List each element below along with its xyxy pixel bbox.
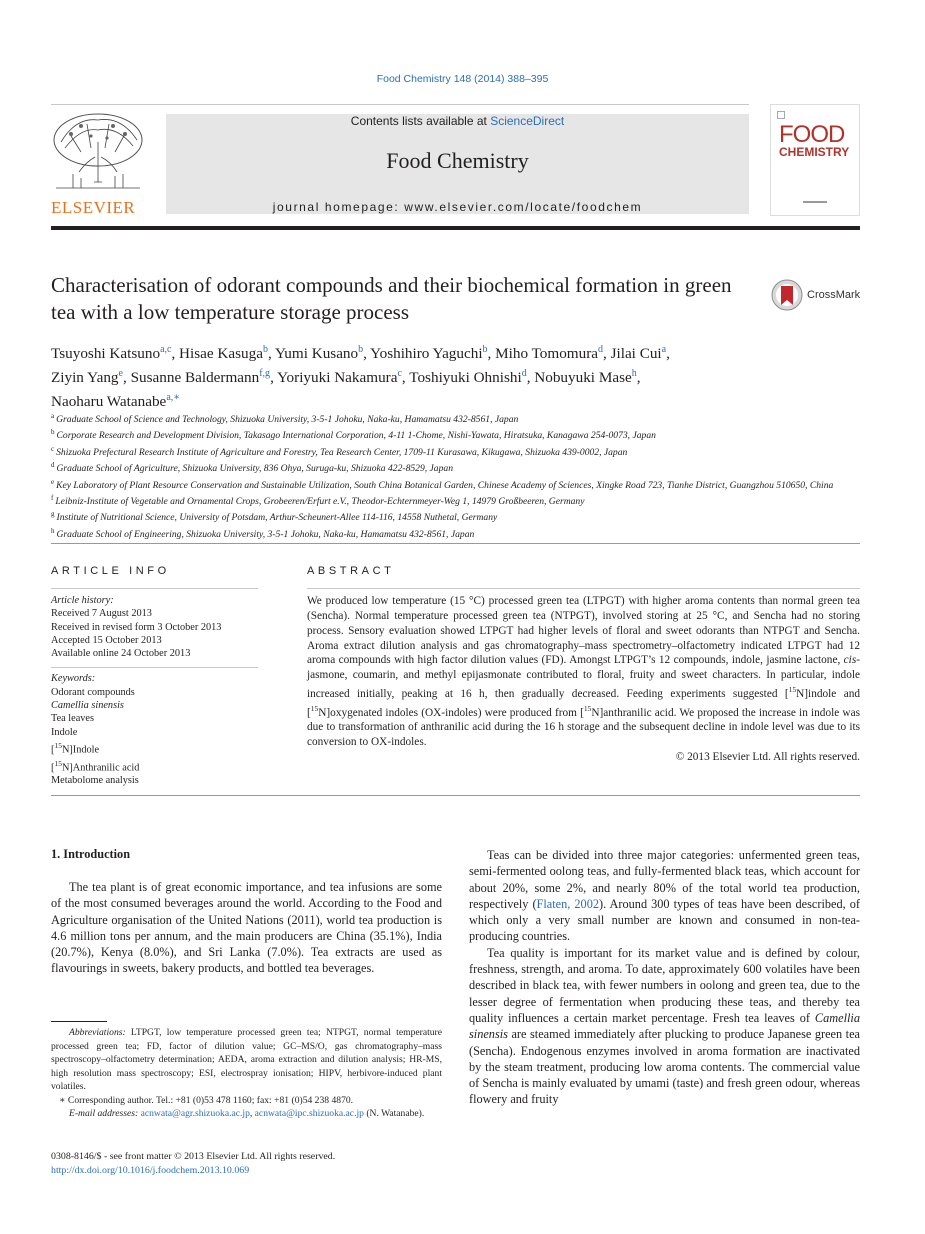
email-link[interactable]: acnwata@ipc.shizuoka.ac.jp bbox=[254, 1108, 364, 1119]
author-name: Tsuyoshi Katsuno bbox=[51, 345, 161, 363]
author-name: Susanne Baldermann bbox=[130, 369, 260, 387]
crossmark-icon[interactable] bbox=[771, 279, 803, 311]
body-paragraph: Teas can be divided into three major categories: unfermented green teas, semi-fermented oolong teas, and fully-fermented black teas, which account for about 20%, some 2%, and nearly 80% of the total world tea production, respectively (Flaten, 2002). Around 300 types of teas have been described, of which only a very small number are known and consumed in non-tea-producing countries. bbox=[469, 848, 861, 944]
info-top-rule bbox=[51, 543, 860, 544]
keyword: Metabolome analysis bbox=[51, 775, 139, 787]
author-name: Miho Tomomura bbox=[495, 345, 598, 363]
keyword: Camellia sinensis bbox=[51, 700, 124, 712]
author-separator: , bbox=[487, 345, 496, 363]
author-separator: , bbox=[267, 345, 276, 363]
abbreviations-note: Abbreviations: LTPGT, low temperature processed green tea; NTPGT, normal temperature processed green tea; FD, factor of dilution value; GC–MS/O, gas chromatography–mass spectroscopy–olfactometry determination; AEDA, aroma extraction and dilution analysis; HR-MS, high resolution mass spectroscopy; ESI, electrospray ionisation; HIPV, herbivore-induced plant volatiles. bbox=[51, 1027, 442, 1092]
affiliation-text: Leibniz-Institute of Vegetable and Ornamental Crops, Grobeeren/Erfurt e.V., Theodor-Echternmeyer-Weg 1, 14979 Großbeeren, Germany bbox=[55, 496, 585, 508]
author-separator: , bbox=[666, 345, 670, 363]
author-affiliation-marker[interactable]: d bbox=[521, 368, 527, 380]
crossmark-label[interactable]: CrossMark bbox=[807, 289, 861, 301]
author-affiliation-marker[interactable]: d bbox=[598, 344, 603, 355]
revised-date: Received in revised form 3 October 2013 bbox=[51, 621, 222, 633]
author-separator: , bbox=[636, 369, 641, 387]
journal-title: Food Chemistry bbox=[386, 148, 529, 173]
author-affiliation-marker[interactable]: b bbox=[358, 344, 364, 355]
affiliation bbox=[51, 443, 851, 459]
author-affiliation-marker[interactable]: h bbox=[631, 368, 637, 380]
author-name: Hisae Kasuga bbox=[179, 345, 263, 363]
author-separator: , bbox=[270, 369, 278, 387]
sciencedirect-link[interactable]: ScienceDirect bbox=[490, 114, 565, 128]
author-name: Yumi Kusano bbox=[275, 345, 359, 363]
affiliation-key: b bbox=[51, 428, 55, 437]
author-affiliation-marker[interactable]: b bbox=[482, 344, 488, 355]
article-title: Characterisation of odorant compounds and their biochemical formation in green tea with a low temperature storage process bbox=[51, 273, 732, 324]
article-info bbox=[51, 594, 258, 788]
affiliation-text: Graduate School of Agriculture, Shizuoka University, 836 Ohya, Suruga-ku, Shizuoka 422-8529, Japan bbox=[56, 463, 453, 475]
author-separator: , bbox=[603, 345, 611, 363]
abstract-copyright: © 2013 Elsevier Ltd. All rights reserved. bbox=[675, 750, 860, 763]
author-separator: , bbox=[401, 369, 410, 387]
author-separator: , bbox=[526, 369, 535, 387]
author-affiliation-marker[interactable]: e bbox=[118, 368, 123, 380]
header-top-rule bbox=[51, 104, 749, 105]
affiliation bbox=[51, 525, 851, 541]
cover-footer-mark bbox=[803, 201, 827, 203]
footnotes bbox=[51, 1026, 442, 1121]
journal-citation[interactable]: Food Chemistry 148 (2014) 388–395 bbox=[376, 73, 549, 85]
body-column-left bbox=[51, 879, 442, 977]
online-date: Available online 24 October 2013 bbox=[51, 648, 191, 660]
affiliation-key: f bbox=[51, 493, 54, 502]
keyword: [$^{15}$N]Anthranilic acid bbox=[51, 758, 140, 774]
cover-mark-icon bbox=[777, 111, 785, 119]
affiliation-text: Shizuoka Prefectural Research Institute of Agriculture and Forestry, Tea Research Center, 1709-11 Kurasawa, Kikugawa, Shizuoka 439-0002, Japan bbox=[56, 446, 628, 458]
section-heading: 1. Introduction bbox=[51, 847, 131, 861]
header-bottom-rule bbox=[51, 226, 860, 230]
journal-banner bbox=[166, 114, 749, 214]
affiliation bbox=[51, 426, 851, 442]
email-note: E-mail addresses: acnwata@agr.shizuoka.ac.jp, acnwata@ipc.shizuoka.ac.jp (N. Watanabe). bbox=[69, 1108, 425, 1119]
author-separator: , bbox=[363, 345, 371, 363]
author-affiliation-marker[interactable]: f,g bbox=[259, 368, 271, 380]
footnote-rule bbox=[51, 1021, 107, 1022]
author-affiliation-marker[interactable]: a,c bbox=[160, 344, 172, 355]
affiliation-text: Institute of Nutritional Science, University of Potsdam, Arthur-Scheunert-Allee 114-116, 14558 Nuthetal, Germany bbox=[56, 512, 498, 524]
keyword: [$^{15}$N]Indole bbox=[51, 740, 100, 756]
cover-food-text: FOOD bbox=[779, 121, 845, 148]
abstract-heading: ABSTRACT bbox=[307, 565, 395, 577]
affiliation bbox=[51, 492, 851, 508]
author-name: Naoharu Watanabe bbox=[51, 393, 167, 411]
contents-line: Contents lists available at ScienceDirect bbox=[350, 114, 565, 128]
received-date: Received 7 August 2013 bbox=[51, 608, 152, 620]
author-name: Toshiyuki Ohnishi bbox=[409, 369, 522, 387]
affiliation-key: d bbox=[51, 461, 55, 470]
author-name: Ziyin Yang bbox=[51, 369, 119, 387]
affiliation bbox=[51, 508, 851, 524]
affiliation-key: c bbox=[51, 444, 55, 453]
author-name: Nobuyuki Mase bbox=[534, 369, 632, 387]
email-link[interactable]: acnwata@agr.shizuoka.ac.jp bbox=[140, 1108, 250, 1119]
author-name: Yoshihiro Yaguchi bbox=[370, 345, 483, 363]
elsevier-wordmark: ELSEVIER bbox=[51, 198, 136, 217]
info-bottom-rule bbox=[51, 795, 860, 796]
affiliation bbox=[51, 476, 851, 492]
author-list bbox=[51, 340, 866, 412]
accepted-date: Accepted 15 October 2013 bbox=[51, 634, 162, 646]
affiliation-text: Corporate Research and Development Division, Takasago International Corporation, 4-11 1-Chome, Nishi-Yawata, Hiratsuka, Kanagawa 254-0073, Japan bbox=[56, 430, 656, 442]
journal-cover-thumbnail bbox=[770, 104, 860, 216]
author-affiliation-marker[interactable]: a bbox=[661, 344, 667, 355]
article-info-heading: ARTICLE INFO bbox=[51, 565, 170, 577]
abstract-paragraph: We produced low temperature (15 °C) processed green tea (LTPGT) with higher aroma contents than normal green tea (Sencha). Normal temperature processed green tea (NTPGT), involved storing at 25 °C, and Sencha had no storing process. Sensory evaluation showed LTPGT had higher levels of floral and sweet odorants than NTPGT and Sencha. Aroma extract dilution analysis and gas chromatography–mass spectrometry–olfactometry indicated LTPGT had 12 aroma compounds with high factor dilution values (FD). Amongst LTPGT’s 12 compounds, indole, jasmine lactone, cis-jasmone, coumarin, and methyl epijasmonate contributed to floral, fruity and sweet characters. In particular, indole increased initially, peaking at 16 h, then gradually decreased. Feeding experiments suggested [$^{15}$N]indole and [$^{15}$N]oxygenated indoles (OX-indoles) were produced from [$^{15}$N]anthranilic acid. We proposed the increase in indole was due to transformation of anthranilic acid during the 16 h storage and the subsequent decline in indole level was due to its conversion to OX-indoles. bbox=[307, 595, 860, 749]
author-name: Jilai Cui bbox=[610, 345, 662, 363]
body-column-right bbox=[469, 847, 860, 1108]
author-name: Yoriyuki Nakamura bbox=[277, 369, 398, 387]
affiliation-text: Key Laboratory of Plant Resource Conservation and Sustainable Utilization, South China Botanical Garden, Chinese Academy of Sciences, Xingke Road 723, Tianhe District, Guangzhou 510650, China bbox=[56, 479, 834, 491]
keyword: Indole bbox=[51, 726, 78, 738]
affiliation-key: a bbox=[51, 412, 55, 420]
corresponding-author-note: ∗ Corresponding author. Tel.: +81 (0)53 478 1160; fax: +81 (0)54 238 4870. bbox=[59, 1094, 354, 1106]
issn-line: 0308-8146/$ - see front matter © 2013 Elsevier Ltd. All rights reserved. bbox=[51, 1151, 336, 1162]
author-affiliation-marker[interactable]: a,∗ bbox=[166, 392, 181, 404]
keywords-label: Keywords: bbox=[51, 673, 96, 685]
keywords-rule bbox=[51, 667, 258, 668]
history-label: Article history: bbox=[51, 595, 114, 606]
journal-homepage[interactable]: journal homepage: www.elsevier.com/locate/foodchem bbox=[272, 200, 643, 214]
affiliation-list bbox=[51, 410, 851, 541]
body-paragraph: The tea plant is of great economic importance, and tea infusions are some of the most consumed beverages around the world. According to the Food and Agriculture organisation of the United Nations (2011), world tea production is 4.6 million tons per annum, and the main producers are China (35.1%), India (20.7%), Kenya (8.0%), and Sri Lanka (7.0%). Tea extracts are used as flavourings in sweets, bakery products, and bottled tea beverages. bbox=[51, 880, 442, 976]
author-affiliation-marker[interactable]: b bbox=[262, 344, 268, 355]
abstract-body bbox=[307, 594, 860, 765]
article-info-rule bbox=[51, 588, 258, 589]
affiliation-text: Graduate School of Science and Technology, Shizuoka University, 3-5-1 Johoku, Naka-ku, Hamamatsu 432-8561, Japan bbox=[56, 414, 519, 426]
bottom-metadata bbox=[51, 1150, 335, 1177]
affiliation-text: Graduate School of Engineering, Shizuoka University, 3-5-1 Johoku, Naka-ku, Hamamatsu 432-8561, Japan bbox=[56, 528, 475, 540]
affiliation bbox=[51, 410, 851, 426]
elsevier-tree-logo bbox=[51, 112, 145, 196]
keyword: Odorant compounds bbox=[51, 686, 135, 698]
author-affiliation-marker[interactable]: c bbox=[397, 368, 402, 380]
affiliation bbox=[51, 459, 851, 475]
affiliation-key: e bbox=[51, 477, 55, 486]
abstract-rule bbox=[307, 588, 860, 589]
doi-link[interactable]: http://dx.doi.org/10.1016/j.foodchem.2013.10.069 bbox=[51, 1164, 250, 1176]
affiliation-key: g bbox=[51, 510, 55, 519]
keyword: Tea leaves bbox=[51, 713, 95, 725]
affiliation-key: h bbox=[51, 526, 55, 535]
reference-link[interactable]: Flaten, 2002 bbox=[536, 896, 599, 911]
cover-chemistry-text: CHEMISTRY bbox=[779, 145, 850, 159]
author-separator: , bbox=[171, 345, 180, 363]
body-paragraph: Tea quality is important for its market value and is defined by colour, freshness, strength, and aroma. To date, approximately 600 volatiles have been described in black tea, with fewer numbers in oolong and green tea, due to the lesser degree of fermentation when producing these teas, and thereby tea quality influences a certain market percentage. Fresh tea leaves of Camellia sinensis are steamed immediately after plucking to produce Japanese green tea (Sencha). Endogenous enzymes involved in aroma formation are inactivated by the steam treatment, producing low aroma contents. The commercial value of Sencha is mainly evaluated by umami (taste) and fresh green odour, whereas flowery and fruity bbox=[469, 945, 860, 1107]
author-separator: , bbox=[122, 369, 131, 387]
